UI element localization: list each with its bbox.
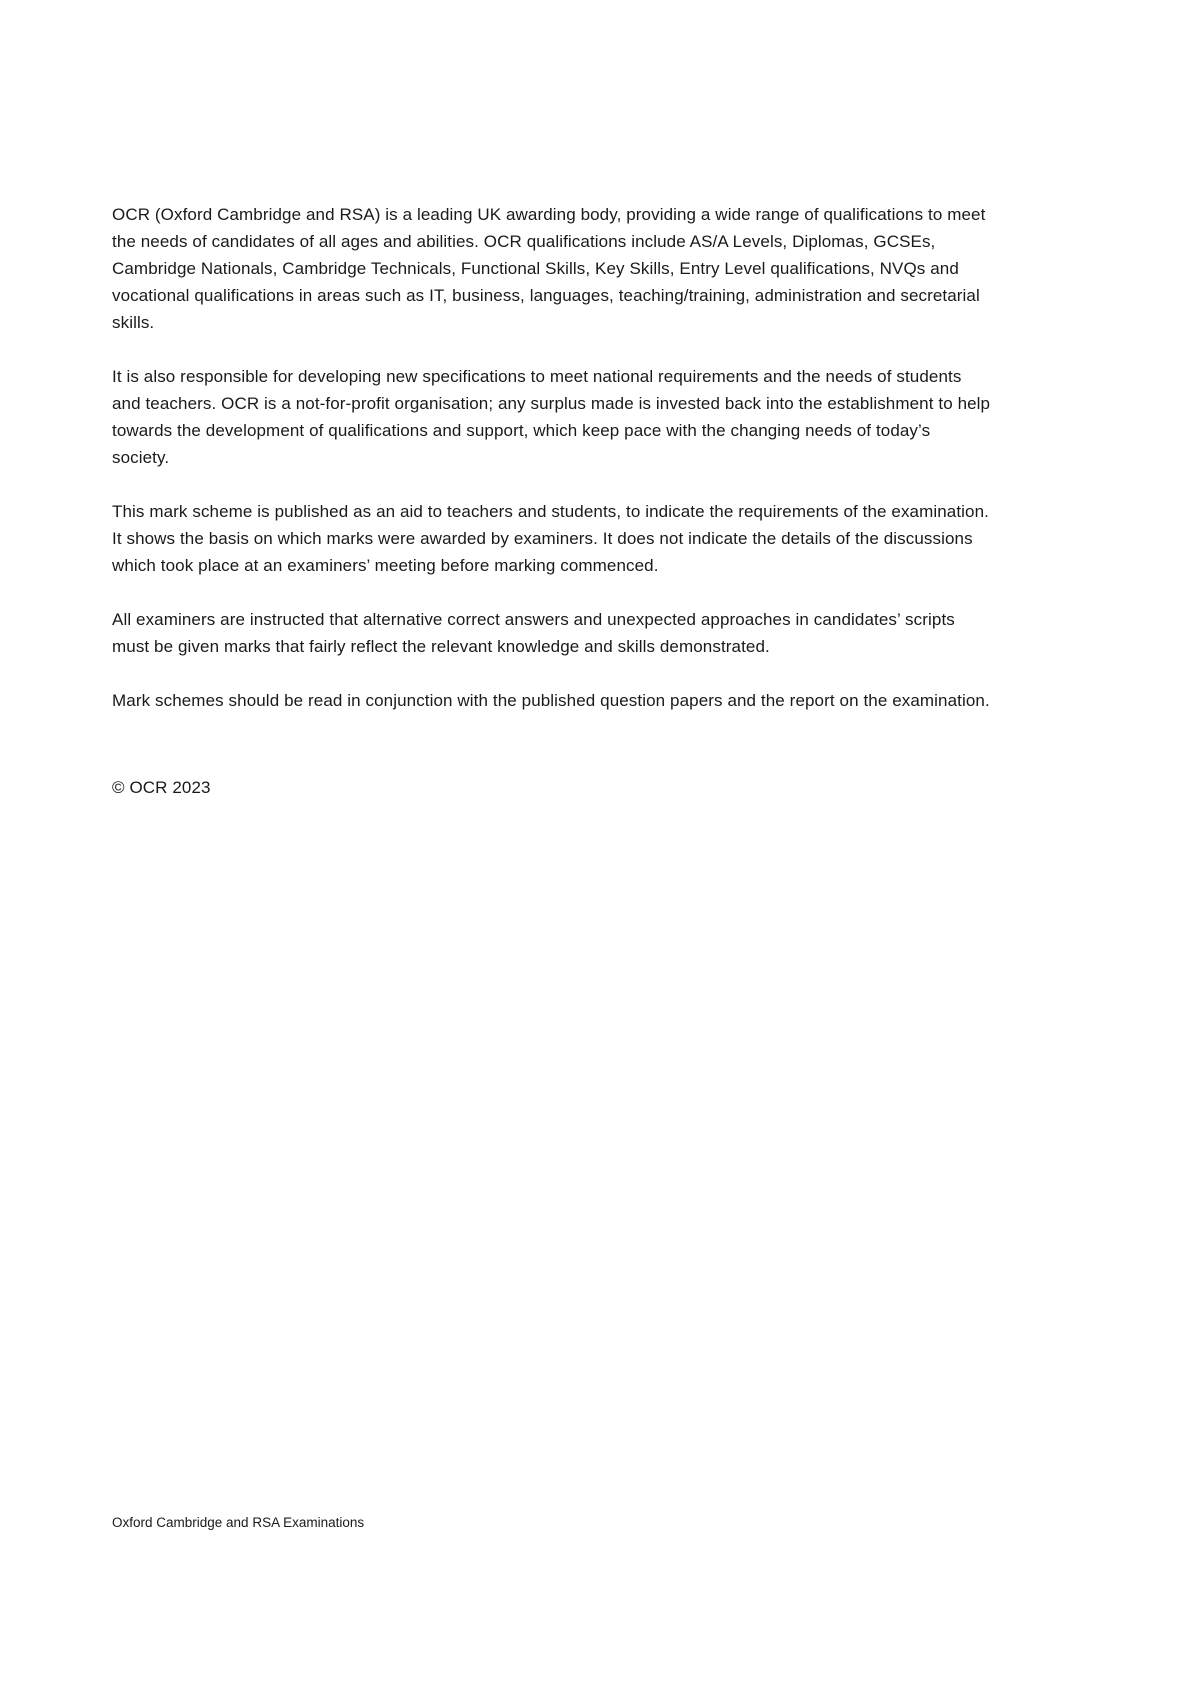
paragraph-read-in-conjunction: Mark schemes should be read in conjunction with the published question papers and the report on the examination. <box>112 691 990 710</box>
paragraph-ocr-intro: OCR (Oxford Cambridge and RSA) is a leading UK awarding body, providing a wide range of qualifications to meet the needs of candidates of all ages and abilities. OCR qualifications include AS/A Levels, Diplomas, GCSEs, Cambridge Nationals, Cambridge Technicals, Functional Skills, Key Skills, Entry Level qualifications, NVQs and vocational qualifications in areas such as IT, business, languages, teaching/training, administration and secretarial skills. <box>112 205 986 332</box>
copyright-notice: © OCR 2023 <box>112 778 211 797</box>
paragraph-mark-scheme-purpose: This mark scheme is published as an aid to teachers and students, to indicate the requirements of the examination. It shows the basis on which marks were awarded by examiners. It does not indicate the details of the discussions which took place at an examiners’ meeting before marking commenced. <box>112 502 989 575</box>
paragraph-responsibility: It is also responsible for developing new specifications to meet national requirements and the needs of students and teachers. OCR is a not-for-profit organisation; any surplus made is invested back into the establishment to help towards the development of qualifications and support, which keep pace with the changing needs of today’s society. <box>112 367 991 467</box>
page-footer: Oxford Cambridge and RSA Examinations <box>112 1515 365 1530</box>
paragraph-examiner-instructions: All examiners are instructed that alternative correct answers and unexpected approaches in candidates’ scripts must be given marks that fairly reflect the relevant knowledge and skills demonstrated. <box>112 610 955 656</box>
document-body <box>112 201 992 801</box>
